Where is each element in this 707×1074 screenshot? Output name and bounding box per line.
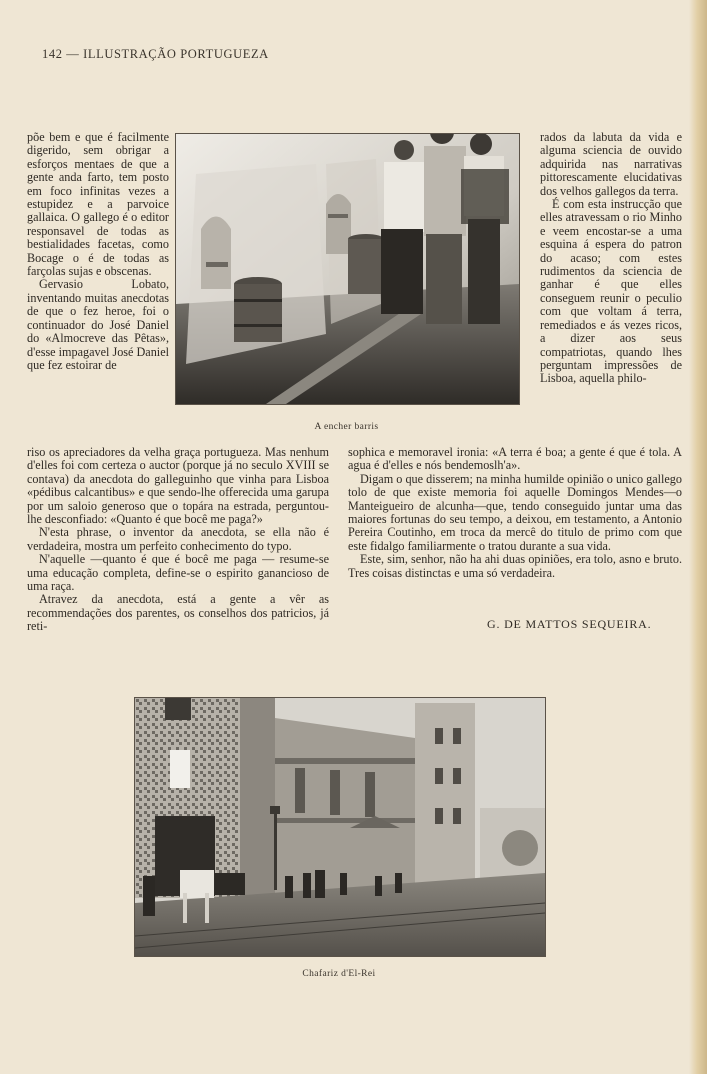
right-column-bottom [348, 446, 682, 580]
author-signature: G. DE MATTOS SEQUEIRA. [487, 617, 652, 631]
page-header: 142 — ILLUSTRAÇÃO PORTUGUEZA [42, 47, 269, 61]
page-edge [689, 0, 707, 1074]
left-column-top [27, 131, 169, 372]
photo-chafariz-del-rei [134, 697, 546, 957]
paragraph: riso os apreciadores da velha graça portugueza. Mas nenhum d'elles foi com certeza o auctor (porque já no seculo XVIII se contava) da anecdota do galleguinho que vinha para Lisboa «pédibus calcantibus» e que sendo-lhe offerecida uma garupa por um saloio generoso que o topára na estrada, perguntou-lhe desconfiado: «Quanto é que bocê me paga?» [27, 445, 329, 527]
left-column-bottom [27, 446, 329, 634]
right-column-top [540, 131, 682, 386]
figure-caption: A encher barris [314, 422, 379, 432]
paragraph: N'esta phrase, o inventor da anecdota, se ella não é verdadeira, mostra um perfeito conhecimento do typo. [27, 525, 329, 553]
paragraph: Gervasio Lobato, inventando muitas anecdotas de que o fez heroe, foi o continuador do José Daniel do «Almocreve das Pêtas», d'esse impagavel José Daniel que fez estoirar de [27, 277, 169, 372]
paragraph: Atravez da anecdota, está a gente a vêr as recommendações dos parentes, os conselhos dos patricios, já reti- [27, 592, 329, 634]
paragraph: Este, sim, senhor, não ha ahi duas opiniões, era tolo, asno e bruto. Tres coisas distinctas e uma só verdadeira. [348, 552, 682, 580]
paragraph: N'aquelle —quanto é que é bocê me paga — resume-se uma educação completa, define-se o espirito ganancioso de uma raça. [27, 552, 329, 594]
paragraph: Digam o que disserem; na minha humilde opinião o unico gallego tolo de que existe memoria foi aquelle Domingos Mendes—o Manteigueiro de alcunha—que, tendo conseguido juntar uma das maiores fortunas do seu tempo, a deixou, em testamento, a Antonio Pereira Coutinho, em troca da mercê do titulo de primo com que este fidalgo familiarmente o tratou durante a sua vida. [348, 471, 682, 553]
paragraph: rados da labuta da vida e alguma sciencia de ouvido adquirida nas narrativas pittorescamente elucidativas dos velhos gallegos da terra. [540, 130, 682, 198]
figure-caption: Chafariz d'El-Rei [302, 969, 376, 979]
paragraph: põe bem e que é facilmente digerido, sem obrigar a esforços mentaes de que a gente anda farto, tem posto em foco infinitas vezes a estupidez e a parvoice gallaica. O gallego é o editor responsavel de todas as bestialidades facetas, como Bocage o é de todas as farçolas sujas e obscenas. [27, 130, 169, 279]
paragraph: É com esta instrucção que elles atravessam o rio Minho e veem encostar-se a uma esquina á espera do patron do acaso; com estes rudimentos da sciencia de ganhar é que elles conseguem reunir o peculio com que voltam á terra, remediados e ás vezes ricos, a dizer aos seus compatriotas, quando lhes perguntam impressões de Lisboa, aquella philo- [540, 197, 682, 386]
paragraph: sophica e memoravel ironia: «A terra é boa; a gente é que é tola. A agua é d'elles e nós bendemoslh'a». [348, 445, 682, 473]
photo-filling-barrels [175, 133, 520, 405]
